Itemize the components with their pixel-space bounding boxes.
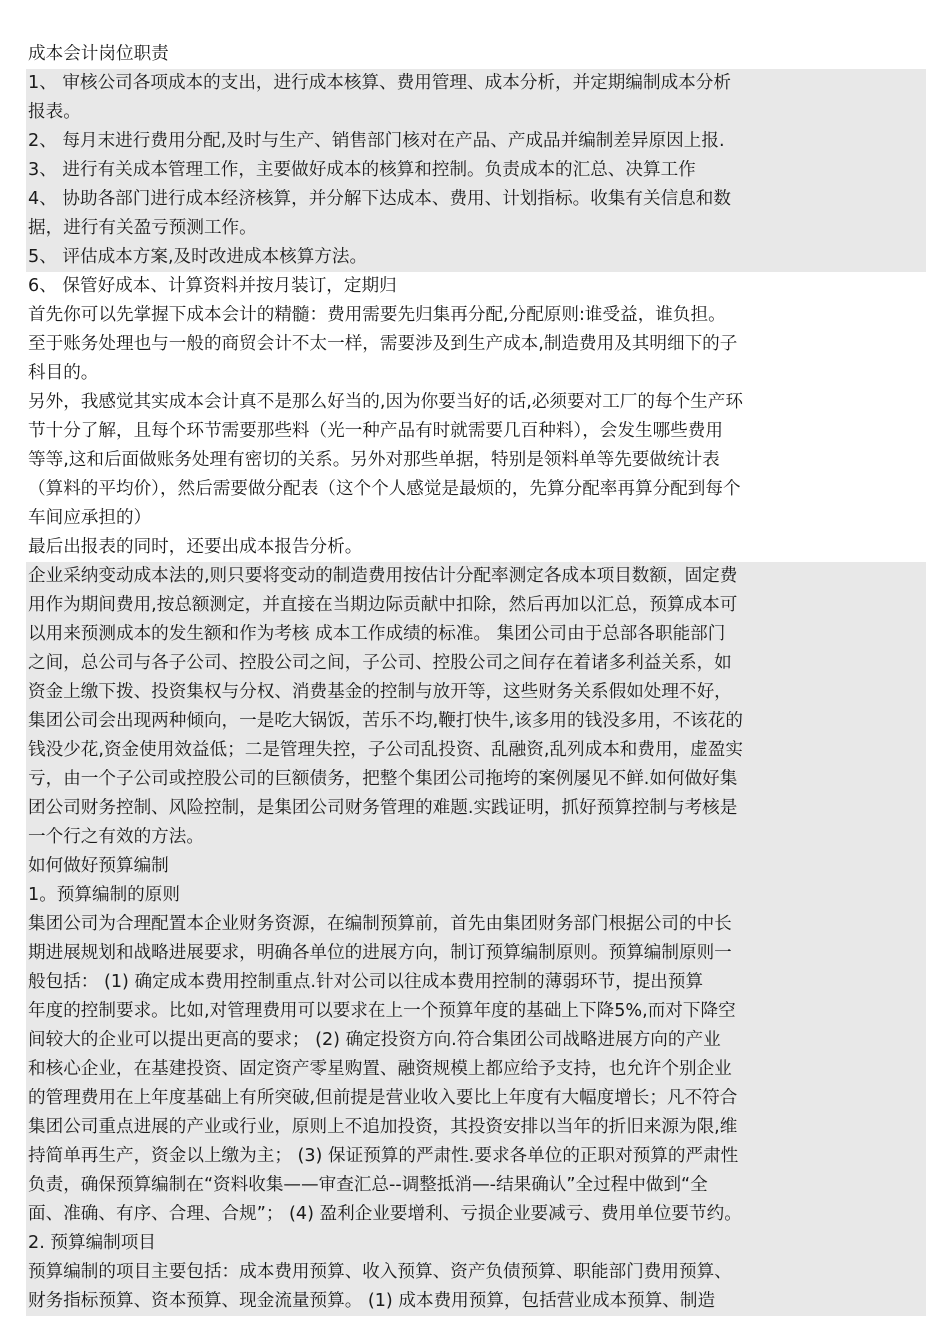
text-line: 节十分了解，且每个环节需要那些料（光一种产品有时就需要几百种料），会发生哪些费用: [28, 421, 723, 441]
text-line: 6、 保管好成本、计算资料并按月装订，定期归: [28, 276, 397, 296]
text-line: 般包括： (1) 确定成本费用控制重点.针对公司以往成本费用控制的薄弱环节，提出预算: [26, 968, 926, 997]
text-line: 车间应承担的）: [28, 508, 152, 528]
text-line: 钱没少花,资金使用效益低；二是管理失控，子公司乱投资、乱融资,乱列成本和费用，虚盈实: [26, 736, 926, 765]
text-line: 之间，总公司与各子公司、控股公司之间，子公司、控股公司之间存在着诸多利益关系，如: [26, 649, 926, 678]
text-line: 和核心企业，在基建投资、固定资产零星购置、融资规模上都应给予支持，也允许个别企业: [26, 1055, 926, 1084]
text-line: （算料的平均价），然后需要做分配表（这个个人感觉是最烦的，先算分配率再算分配到每个: [28, 479, 741, 499]
text-line: 年度的控制要求。比如,对管理费用可以要求在上一个预算年度的基础上下降5%,而对下降空: [26, 997, 926, 1026]
text-line: 一个行之有效的方法。: [26, 823, 926, 852]
text-line: 亏，由一个子公司或控股公司的巨额债务，把整个集团公司拖垮的案例屡见不鲜.如何做好集: [26, 765, 926, 794]
text-line: 间较大的企业可以提出更高的要求； (2) 确定投资方向.符合集团公司战略进展方向的产业: [26, 1026, 926, 1055]
text-line: 1。预算编制的原则: [26, 881, 926, 910]
text-line: 用作为期间费用,按总额测定，并直接在当期边际贡献中扣除，然后再加以汇总，预算成本可: [26, 591, 926, 620]
text-line: 5、 评估成本方案,及时改进成本核算方法。: [26, 243, 926, 272]
text-line: 的管理费用在上年度基础上有所突破,但前提是营业收入要比上年度有大幅度增长；凡不符合: [26, 1084, 926, 1113]
text-line: 负责，确保预算编制在“资料收集——审查汇总--调整抵消—-结果确认”全过程中做到“全: [26, 1171, 926, 1200]
text-line: 报表。: [26, 98, 926, 127]
text-line: 2. 预算编制项目: [26, 1229, 926, 1258]
text-line: 财务指标预算、资本预算、现金流量预算。 (1) 成本费用预算，包括营业成本预算、制造: [26, 1287, 926, 1316]
document-body: [26, 40, 926, 1316]
text-line: 4、 协助各部门进行成本经济核算，并分解下达成本、费用、计划指标。收集有关信息和数: [26, 185, 926, 214]
text-line: 期进展规划和战略进展要求，明确各单位的进展方向，制订预算编制原则。预算编制原则一: [26, 939, 926, 968]
text-line: 科目的。: [28, 363, 99, 383]
text-line: 集团公司重点进展的产业或行业，原则上不追加投资，其投资安排以当年的折旧来源为限,维: [26, 1113, 926, 1142]
text-line: 团公司财务控制、风险控制，是集团公司财务管理的难题.实践证明，抓好预算控制与考核是: [26, 794, 926, 823]
text-line: 最后出报表的同时，还要出成本报告分析。: [28, 537, 363, 557]
text-line: 持简单再生产，资金以上缴为主； (3) 保证预算的严肃性.要求各单位的正职对预算的严肃性: [26, 1142, 926, 1171]
text-line: 等等,这和后面做账务处理有密切的关系。另外对那些单据，特别是领料单等先要做统计表: [28, 450, 720, 470]
text-line: 如何做好预算编制: [26, 852, 926, 881]
text-line: 集团公司为合理配置本企业财务资源，在编制预算前，首先由集团财务部门根据公司的中长: [26, 910, 926, 939]
text-line: 面、准确、有序、合理、合规”； (4) 盈利企业要增利、亏损企业要减亏、费用单位要节约。: [26, 1200, 926, 1229]
text-line: 预算编制的项目主要包括：成本费用预算、收入预算、资产负债预算、职能部门费用预算、: [26, 1258, 926, 1287]
text-line: 资金上缴下拨、投资集权与分权、消费基金的控制与放开等，这些财务关系假如处理不好，: [26, 678, 926, 707]
text-line: 另外，我感觉其实成本会计真不是那么好当的,因为你要当好的话,必须要对工厂的每个生产环: [28, 392, 743, 412]
text-line: 1、 审核公司各项成本的支出，进行成本核算、费用管理、成本分析，并定期编制成本分析: [26, 69, 926, 98]
text-line: 至于账务处理也与一般的商贸会计不太一样，需要涉及到生产成本,制造费用及其明细下的子: [28, 334, 738, 354]
text-line: 集团公司会出现两种倾向，一是吃大锅饭，苦乐不均,鞭打快牛,该多用的钱没多用，不该花的: [26, 707, 926, 736]
text-line: 3、 进行有关成本管理工作，主要做好成本的核算和控制。负责成本的汇总、决算工作: [26, 156, 926, 185]
text-line: 以用来预测成本的发生额和作为考核 成本工作成绩的标准。 集团公司由于总部各职能部门: [26, 620, 926, 649]
text-line: 2、 每月末进行费用分配,及时与生产、销售部门核对在产品、产成品并编制差异原因上报.: [26, 127, 926, 156]
text-line: 据，进行有关盈亏预测工作。: [26, 214, 926, 243]
text-line: 企业采纳变动成本法的,则只要将变动的制造费用按估计分配率测定各成本项目数额，固定费: [26, 562, 926, 591]
text-line: 成本会计岗位职责: [28, 44, 169, 64]
text-line: 首先你可以先掌握下成本会计的精髓：费用需要先归集再分配,分配原则:谁受益，谁负担。: [28, 305, 726, 325]
